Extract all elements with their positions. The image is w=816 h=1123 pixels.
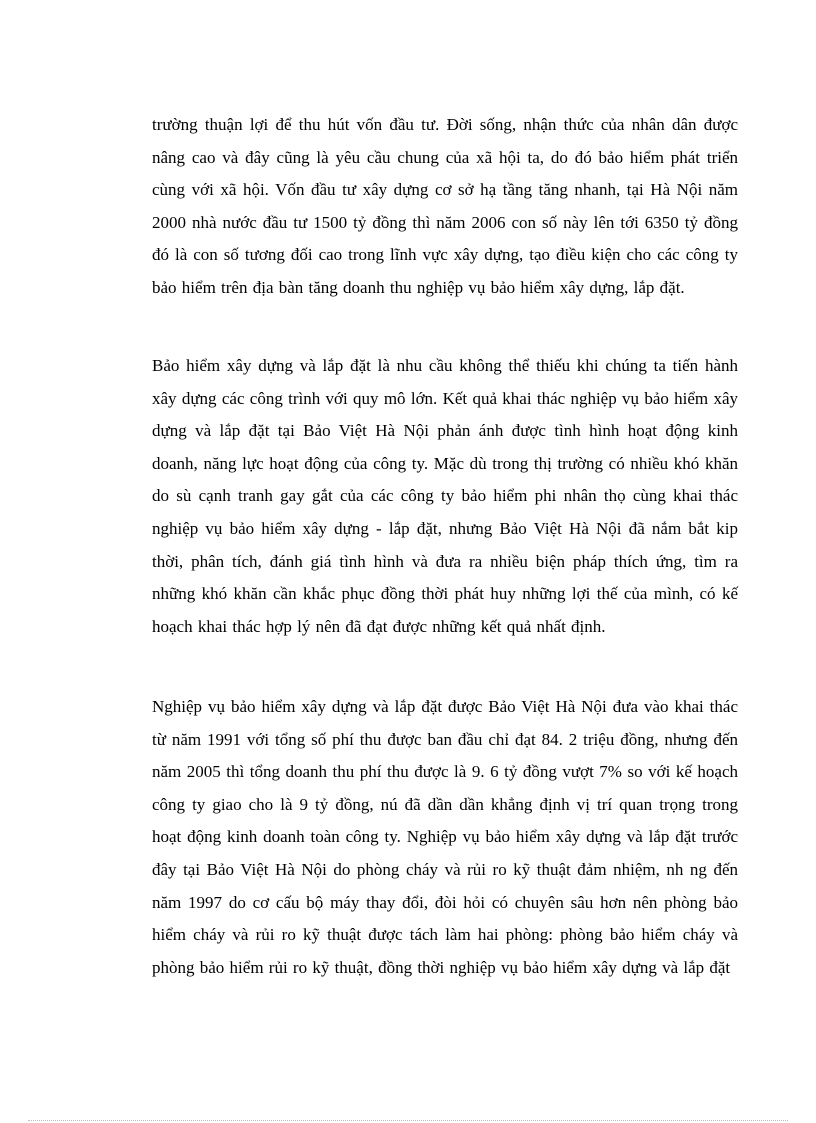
page-bottom-divider <box>28 1120 788 1121</box>
paragraph-2: Bảo hiểm xây dựng và lắp đặt là nhu cầu không thể thiếu khi chúng ta tiến hành xây dựng các công trình với quy mô lớn. Kết quả khai thác nghiệp vụ bảo hiểm xây dựng và lắp đặt tại Bảo Việt Hà Nội phản ánh được tình hình hoạt động kinh doanh, năng lực hoạt động của công ty. Mặc dù trong thị trường có nhiều khó khăn do sù cạnh tranh gay gắt của các công ty bảo hiểm phi nhân thọ cùng khai thác nghiệp vụ bảo hiểm xây dựng - lắp đặt, nhưng Bảo Việt Hà Nội đã nắm bắt kip thời, phân tích, đánh giá tình hình và đưa ra nhiều biện pháp thích ứng, tìm ra những khó khăn cần khắc phục đồng thời phát huy những lợi thế của mình, có kế hoạch khai thác hợp lý nên đã đạt được những kết quả nhất định. <box>152 356 738 636</box>
paragraph-1: trường thuận lợi để thu hút vốn đầu tư. Đời sống, nhận thức của nhân dân được nâng cao và đây cũng là yêu cầu chung của xã hội ta, do đó bảo hiểm phát triển cùng với xã hội. Vốn đầu tư xây dựng cơ sở hạ tầng tăng nhanh, tại Hà Nội năm 2000 nhà nước đầu tư 1500 tỷ đồng thì năm 2006 con số này lên tới 6350 tỷ đồng đó là con số tương đối cao trong lĩnh vực xây dựng, tạo điều kiện cho các công ty bảo hiểm trên địa bàn tăng doanh thu nghiệp vụ bảo hiểm xây dựng, lắp đặt. <box>152 115 738 297</box>
paragraph-3: Nghiệp vụ bảo hiểm xây dựng và lắp đặt được Bảo Việt Hà Nội đưa vào khai thác từ năm 1991 với tổng số phí thu được ban đầu chỉ đạt 84. 2 triệu đồng, nhưng đến năm 2005 thì tổng doanh thu phí thu được là 9. 6 tỷ đồng vượt 7% so với kế hoạch công ty giao cho là 9 tỷ đồng, nú đã dần dần khẳng định vị trí quan trọng trong hoạt động kinh doanh toàn công ty. Nghiệp vụ bảo hiểm xây dựng và lắp đặt trước đây tại Bảo Việt Hà Nội do phòng cháy và rủi ro kỹ thuật đảm nhiệm, nh ng đến năm 1997 do cơ cấu bộ máy thay đổi, đòi hỏi có chuyên sâu hơn nên phòng bảo hiểm cháy và rủi ro kỹ thuật được tách làm hai phòng: phòng bảo hiểm cháy và phòng bảo hiểm rủi ro kỹ thuật, đồng thời nghiệp vụ bảo hiểm xây dựng và lắp đặt <box>152 697 738 977</box>
